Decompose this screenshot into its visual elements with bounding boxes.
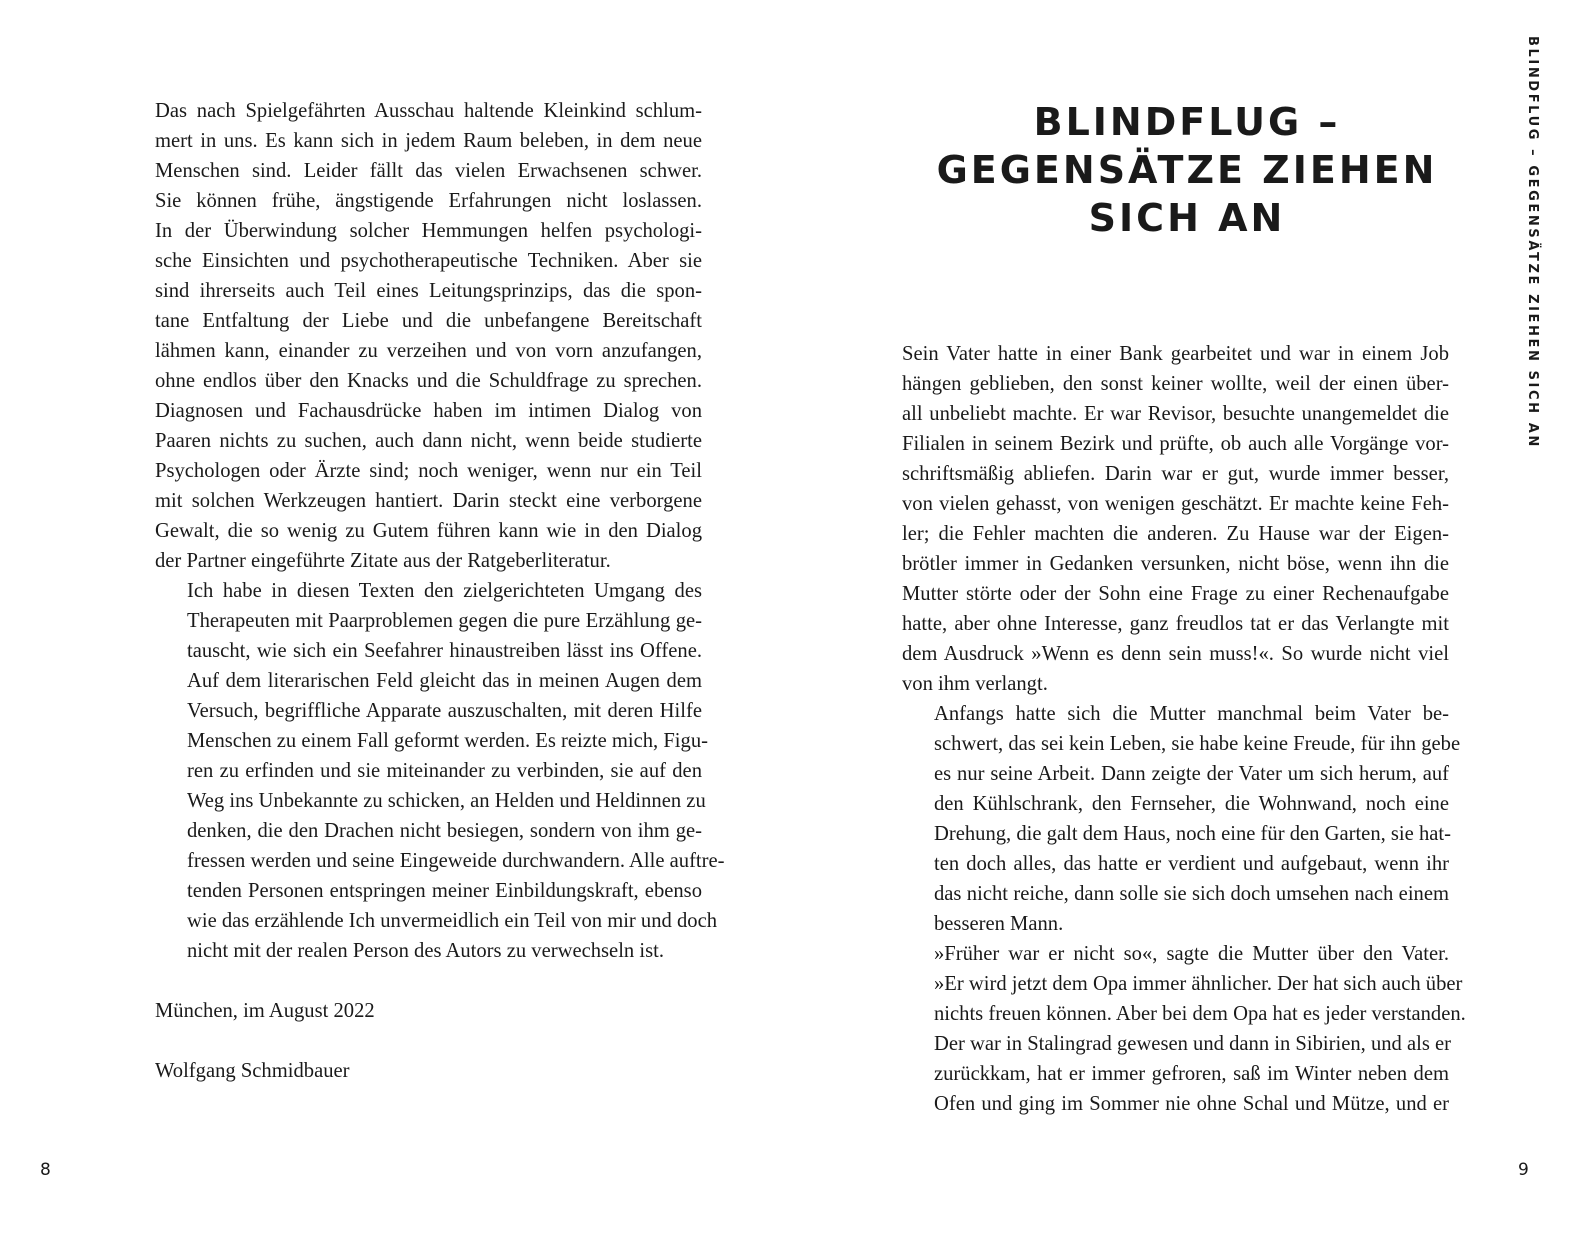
- chapter-title: [887, 98, 1487, 242]
- text-line: ten doch alles, das hatte er verdient und aufgebaut, wenn ihr: [934, 853, 1449, 875]
- text-line: mert in uns. Es kann sich in jedem Raum beleben, in dem neue: [155, 130, 702, 152]
- text-line: besseren Mann.: [934, 913, 1064, 935]
- text-line: das nicht reiche, dann solle sie sich doch umsehen nach einem: [934, 883, 1449, 905]
- text-line: wie das erzählende Ich unvermeidlich ein Teil von mir und doch: [187, 910, 718, 932]
- author-signature: Wolfgang Schmidbauer: [155, 1060, 350, 1082]
- text-line: Weg ins Unbekannte zu schicken, an Helden und Heldinnen zu: [187, 790, 706, 812]
- text-line: den Kühlschrank, den Fernseher, die Wohnwand, noch eine: [934, 793, 1449, 815]
- text-line: Diagnosen und Fachausdrücke haben im intimen Dialog von: [155, 400, 702, 422]
- text-line: »Früher war er nicht so«, sagte die Mutter über den Vater.: [934, 943, 1449, 965]
- spacer: [155, 1026, 702, 1056]
- text-line: Das nach Spielgefährten Ausschau haltende Kleinkind schlum-: [155, 100, 702, 122]
- text-line: der Partner eingeführte Zitate aus der Ratgeberliteratur.: [155, 550, 611, 572]
- chapter-title-line: BLINDFLUG –: [1033, 100, 1341, 144]
- paragraph: [155, 96, 702, 576]
- paragraph: [902, 339, 1449, 699]
- text-line: Sein Vater hatte in einer Bank gearbeitet und war in einem Job: [902, 343, 1449, 365]
- text-line: Anfangs hatte sich die Mutter manchmal beim Vater be-: [934, 703, 1449, 725]
- paragraph: [902, 939, 1466, 1119]
- text-line: hatte, aber ohne Interesse, ganz freudlos tat er das Verlangte mit: [902, 613, 1449, 635]
- text-line: denken, die den Drachen nicht besiegen, sondern von ihm ge-: [187, 820, 702, 842]
- text-line: dem Ausdruck »Wenn es denn sein muss!«. So wurde nicht viel: [902, 643, 1449, 665]
- text-line: Sie können frühe, ängstigende Erfahrungen nicht loslassen.: [155, 190, 702, 212]
- text-line: Der war in Stalingrad gewesen und dann in Sibirien, und als er: [934, 1033, 1452, 1055]
- text-line: von vielen gehasst, von wenigen geschätzt. Er machte keine Feh-: [902, 493, 1449, 515]
- text-line: von ihm verlangt.: [902, 673, 1048, 695]
- text-line: nicht mit der realen Person des Autors zu verwechseln ist.: [187, 940, 664, 962]
- text-line: Ich habe in diesen Texten den zielgerichteten Umgang des: [187, 580, 702, 602]
- running-head: BLINDFLUG – GEGENSÄTZE ZIEHEN SICH AN: [1525, 36, 1540, 449]
- text-line: es nur seine Arbeit. Dann zeigte der Vater um sich herum, auf: [934, 763, 1449, 785]
- text-line: ler; die Fehler machten die anderen. Zu Hause war der Eigen-: [902, 523, 1449, 545]
- text-line: brötler immer in Gedanken versunken, nicht böse, wenn ihn die: [902, 553, 1449, 575]
- text-line: Auf dem literarischen Feld gleicht das in meinen Augen dem: [187, 670, 702, 692]
- text-line: Therapeuten mit Paarproblemen gegen die pure Erzählung ge-: [187, 610, 702, 632]
- text-line: zurückkam, hat er immer gefroren, saß im Winter neben dem: [934, 1063, 1449, 1085]
- left-body-text: [155, 96, 725, 1086]
- text-line: nichts freuen können. Aber bei dem Opa hat es jeder verstanden.: [934, 1003, 1466, 1025]
- text-line: Paaren nichts zu suchen, auch dann nicht, wenn beide studierte: [155, 430, 702, 452]
- text-line: sind ihrerseits auch Teil eines Leitungsprinzips, das die spon-: [155, 280, 702, 302]
- text-line: schwert, das sei kein Leben, sie habe keine Freude, für ihn gebe: [934, 733, 1461, 755]
- text-line: all unbeliebt machte. Er war Revisor, besuchte unangemeldet die: [902, 403, 1449, 425]
- text-line: Menschen sind. Leider fällt das vielen Erwachsenen schwer.: [155, 160, 702, 182]
- text-line: ren zu erfinden und sie miteinander zu verbinden, sie auf den: [187, 760, 702, 782]
- paragraph: [155, 576, 725, 966]
- text-line: tauscht, wie sich ein Seefahrer hinaustreiben lässt ins Offene.: [187, 640, 702, 662]
- text-line: schriftsmäßig abliefen. Darin war er gut, wurde immer besser,: [902, 463, 1449, 485]
- text-line: hängen geblieben, den sonst keiner wollte, weil der einen über-: [902, 373, 1449, 395]
- chapter-title-line: GEGENSÄTZE ZIEHEN: [936, 148, 1438, 192]
- text-line: »Er wird jetzt dem Opa immer ähnlicher. Der hat sich auch über: [934, 973, 1463, 995]
- place-date: München, im August 2022: [155, 1000, 375, 1022]
- text-line: sche Einsichten und psychotherapeutische Techniken. Aber sie: [155, 250, 702, 272]
- right-page: [797, 0, 1594, 1240]
- page-number-left: 8: [40, 1160, 51, 1180]
- text-line: mit solchen Werkzeugen hantiert. Darin steckt eine verborgene: [155, 490, 702, 512]
- text-line: Filialen in seinem Bezirk und prüfte, ob auch alle Vorgänge vor-: [902, 433, 1449, 455]
- page-number-right: 9: [1518, 1160, 1529, 1180]
- text-line: Psychologen oder Ärzte sind; noch weniger, wenn nur ein Teil: [155, 460, 702, 482]
- text-line: lähmen kann, einander zu verzeihen und von vorn anzufangen,: [155, 340, 702, 362]
- text-line: Menschen zu einem Fall geformt werden. Es reizte mich, Figu-: [187, 730, 708, 752]
- text-line: tenden Personen entspringen meiner Einbildungskraft, ebenso: [187, 880, 702, 902]
- text-line: fressen werden und seine Eingeweide durchwandern. Alle auftre-: [187, 850, 725, 872]
- text-line: Drehung, die galt dem Haus, noch eine für den Garten, sie hat-: [934, 823, 1451, 845]
- spacer: [155, 966, 702, 996]
- text-line: Ofen und ging im Sommer nie ohne Schal und Mütze, und er: [934, 1093, 1449, 1115]
- chapter-title-line: SICH AN: [1088, 196, 1286, 240]
- text-line: Mutter störte oder der Sohn eine Frage zu einer Rechenaufgabe: [902, 583, 1449, 605]
- text-line: In der Überwindung solcher Hemmungen helfen psychologi-: [155, 220, 702, 242]
- paragraph: [902, 699, 1461, 939]
- text-line: tane Entfaltung der Liebe und die unbefangene Bereitschaft: [155, 310, 702, 332]
- text-line: Gewalt, die so wenig zu Gutem führen kann wie in den Dialog: [155, 520, 702, 542]
- text-line: ohne endlos über den Knacks und die Schuldfrage zu sprechen.: [155, 370, 702, 392]
- text-line: Versuch, begriffliche Apparate auszuschalten, mit deren Hilfe: [187, 700, 702, 722]
- right-body-text: [902, 339, 1466, 1119]
